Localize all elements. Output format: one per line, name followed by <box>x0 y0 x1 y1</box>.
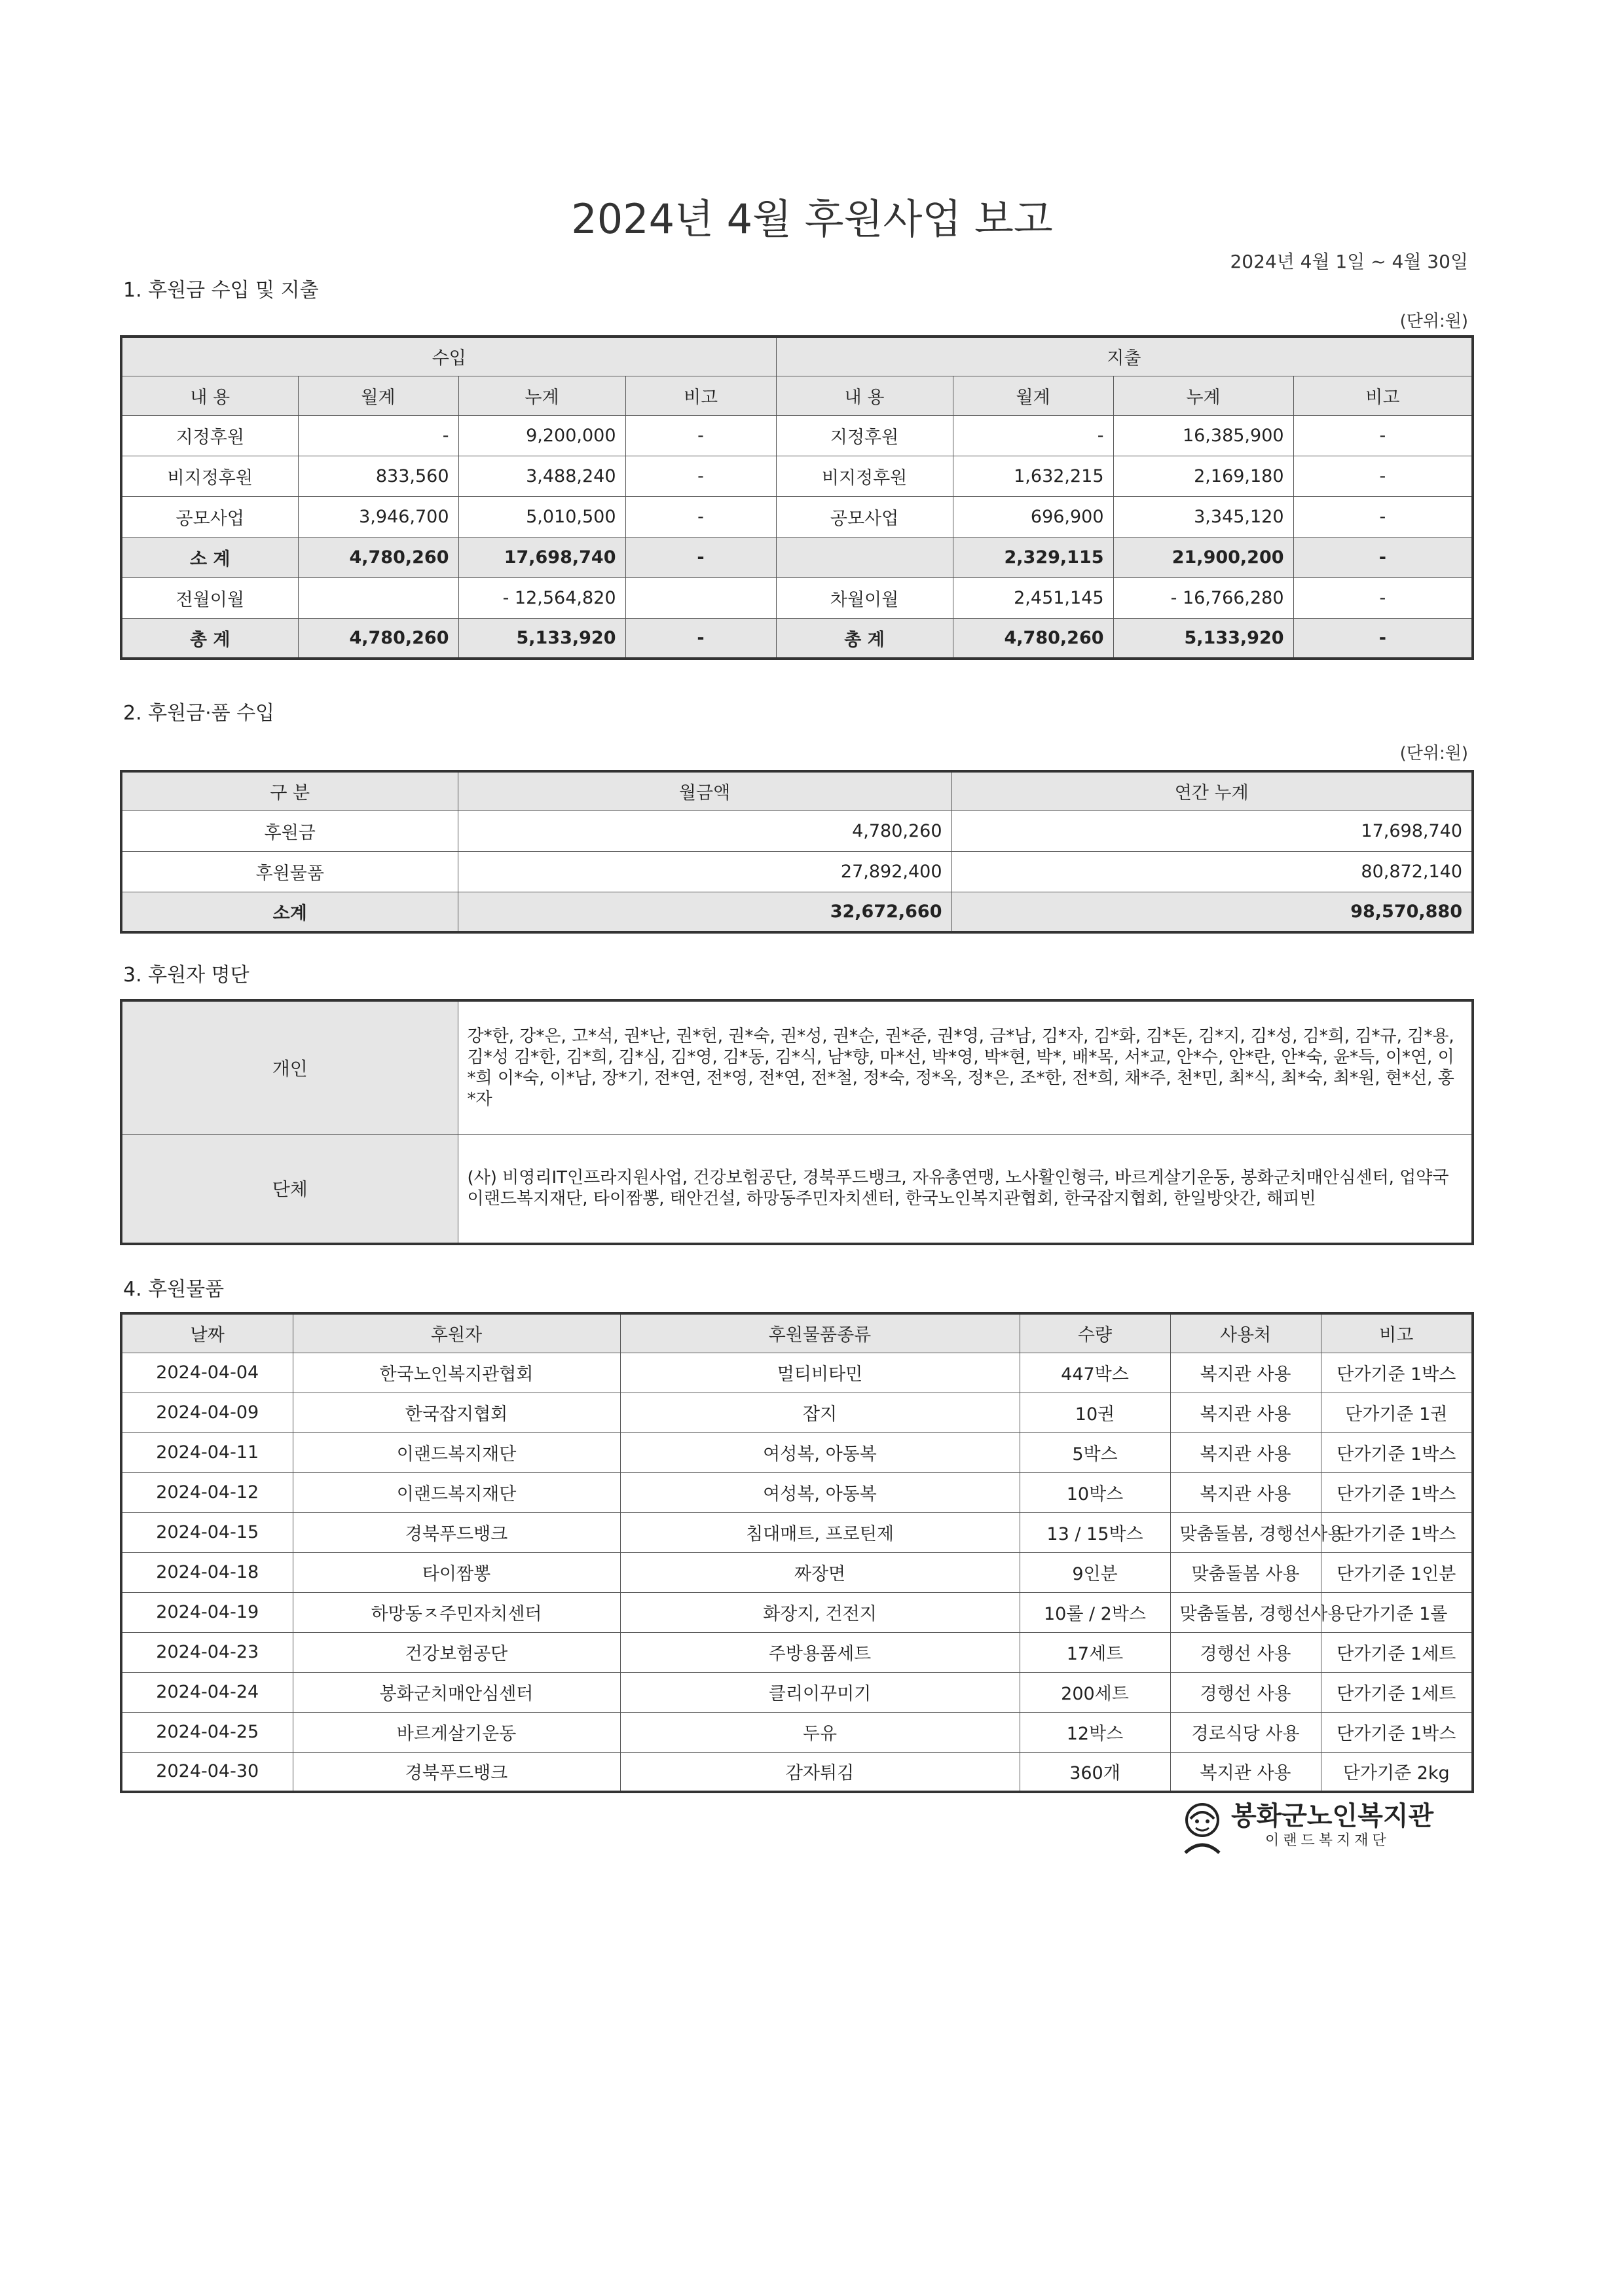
cell: 경북푸드뱅크 <box>293 1512 620 1552</box>
cell: 건강보험공단 <box>293 1632 620 1672</box>
cell: 지정후원 <box>776 415 953 456</box>
cell: 클리이꾸미기 <box>620 1672 1020 1712</box>
subtotal-row <box>121 892 1473 932</box>
cell: 17,698,740 <box>458 537 625 577</box>
cell: 경북푸드뱅크 <box>293 1752 620 1792</box>
cell: 맞춤돌봄, 경행선사용 <box>1170 1592 1321 1632</box>
cell: 2,451,145 <box>953 577 1113 618</box>
cell: 2024-04-30 <box>121 1752 293 1792</box>
cell: 복지관 사용 <box>1170 1432 1321 1472</box>
cell: 전월이월 <box>121 577 298 618</box>
cell: 2,329,115 <box>953 537 1113 577</box>
group-row <box>121 1134 1473 1244</box>
donated-goods-table <box>120 1312 1474 1793</box>
table-row <box>121 1393 1473 1432</box>
table-row <box>121 1472 1473 1512</box>
section2-unit: (단위:원) <box>1399 744 1468 763</box>
cell: 3,946,700 <box>298 496 458 537</box>
cell: 4,780,260 <box>298 618 458 659</box>
cell: 단가기준 1롤 <box>1321 1592 1473 1632</box>
cell: 21,900,200 <box>1113 537 1293 577</box>
cell: 5,010,500 <box>458 496 625 537</box>
cell: 2024-04-24 <box>121 1672 293 1712</box>
col-header: 내 용 <box>776 376 953 415</box>
cell: 총 계 <box>776 618 953 659</box>
section2-heading: 2. 후원금·품 수입 <box>123 702 275 725</box>
cell <box>776 537 953 577</box>
cell: 주방용품세트 <box>620 1632 1020 1672</box>
cell: 멀티비타민 <box>620 1353 1020 1393</box>
section4-heading: 4. 후원물품 <box>123 1278 225 1301</box>
col-header: 누계 <box>458 376 625 415</box>
cell: - <box>1293 456 1473 496</box>
cell: 1,632,215 <box>953 456 1113 496</box>
individual-names: 강*한, 강*은, 고*석, 권*난, 권*헌, 권*숙, 권*성, 권*순, 권*준, 권*영, 금*남, 김*자, 김*화, 김*돈, 김*지, 김*성, 김*희, 김*규, 김*용, 김*성 김*한, 김*희, 김*심, 김*영, 김*동, 김*식, 남*향, 마*선, 박*영, 박*현, 박*, 배*목, 서*교, 안*수, 안*란, 안*숙, 윤*득, 이*연, 이*희 이*숙, 이*남, 장*기, 전*연, 전*영, 전*연, 전*철, 정*숙, 정*옥, 정*은, 조*한, 전*희, 채*주, 천*민, 최*식, 최*숙, 최*원, 현*선, 홍*자 <box>458 1000 1473 1134</box>
cell: 소계 <box>121 892 458 932</box>
table-row <box>121 496 1473 537</box>
cell: - <box>1293 537 1473 577</box>
cell: 단가기준 1박스 <box>1321 1512 1473 1552</box>
cell: - <box>1293 415 1473 456</box>
table-row <box>121 1592 1473 1632</box>
cell: 32,672,660 <box>458 892 951 932</box>
cell: 4,780,260 <box>953 618 1113 659</box>
cell: 맞춤돌봄 사용 <box>1170 1552 1321 1592</box>
cell: 2024-04-25 <box>121 1712 293 1752</box>
col-header: 후원물품종류 <box>620 1313 1020 1353</box>
cell: 10권 <box>1020 1393 1170 1432</box>
cell: 696,900 <box>953 496 1113 537</box>
cell: - <box>625 496 776 537</box>
cell: - <box>1293 577 1473 618</box>
cell: 단가기준 1박스 <box>1321 1432 1473 1472</box>
cell: 경행선 사용 <box>1170 1632 1321 1672</box>
cell: 2024-04-15 <box>121 1512 293 1552</box>
table-row <box>121 1353 1473 1393</box>
report-period: 2024년 4월 1일 ~ 4월 30일 <box>1230 251 1468 272</box>
cell: 지정후원 <box>121 415 298 456</box>
cell: 짜장면 <box>620 1552 1020 1592</box>
cell: 경로식당 사용 <box>1170 1712 1321 1752</box>
cell: 5,133,920 <box>1113 618 1293 659</box>
col-header: 월계 <box>298 376 458 415</box>
cell: 여성복, 아동복 <box>620 1472 1020 1512</box>
org-emblem-icon <box>1179 1800 1226 1857</box>
group-label: 단체 <box>121 1134 458 1244</box>
col-header: 누계 <box>1113 376 1293 415</box>
table-row <box>121 415 1473 456</box>
group-names: (사) 비영리IT인프라지원사업, 건강보험공단, 경북푸드뱅크, 자유총연맹, 노사활인형극, 바르게살기운동, 봉화군치매안심센터, 업약국 이랜드복지재단, 타이짬뽕, 태안건설, 하망동주민자치센터, 한국노인복지관협회, 한국잡지협회, 한일방앗간, 해피빈 <box>458 1134 1473 1244</box>
cell: 경행선 사용 <box>1170 1672 1321 1712</box>
cell <box>298 577 458 618</box>
col-header: 사용처 <box>1170 1313 1321 1353</box>
cell: 복지관 사용 <box>1170 1472 1321 1512</box>
cell: 한국잡지협회 <box>293 1393 620 1432</box>
subtotal-row <box>121 537 1473 577</box>
org-logo <box>1179 1795 1460 1861</box>
cell: 비지정후원 <box>121 456 298 496</box>
col-header: 비고 <box>1321 1313 1473 1353</box>
cell: - 12,564,820 <box>458 577 625 618</box>
cell: 98,570,880 <box>951 892 1473 932</box>
table-row <box>121 1672 1473 1712</box>
cell: - <box>625 618 776 659</box>
col-header: 연간 누계 <box>951 771 1473 811</box>
individual-row <box>121 1000 1473 1134</box>
cell: 10롤 / 2박스 <box>1020 1592 1170 1632</box>
col-header: 구 분 <box>121 771 458 811</box>
cell: 하망동ㅈ주민자치센터 <box>293 1592 620 1632</box>
table-row <box>121 1632 1473 1672</box>
cell: 12박스 <box>1020 1712 1170 1752</box>
cell: 소 계 <box>121 537 298 577</box>
cell: 침대매트, 프로틴제 <box>620 1512 1020 1552</box>
table-row <box>121 456 1473 496</box>
cell: 두유 <box>620 1712 1020 1752</box>
section1-heading: 1. 후원금 수입 및 지출 <box>123 279 319 302</box>
cell: - 16,766,280 <box>1113 577 1293 618</box>
cell: - <box>625 537 776 577</box>
col-header: 수량 <box>1020 1313 1170 1353</box>
cell: 복지관 사용 <box>1170 1752 1321 1792</box>
cell: 단가기준 1권 <box>1321 1393 1473 1432</box>
cell: 타이짬뽕 <box>293 1552 620 1592</box>
cell: 차월이월 <box>776 577 953 618</box>
cell: 화장지, 건전지 <box>620 1592 1020 1632</box>
cell: 총 계 <box>121 618 298 659</box>
donor-list-table <box>120 999 1474 1245</box>
cell: 17세트 <box>1020 1632 1170 1672</box>
cell: 잡지 <box>620 1393 1020 1432</box>
cell: 후원물품 <box>121 851 458 892</box>
section3-heading: 3. 후원자 명단 <box>123 964 249 987</box>
goods-rows <box>121 1353 1473 1792</box>
income-header: 수입 <box>121 337 776 376</box>
individual-label: 개인 <box>121 1000 458 1134</box>
cell: 한국노인복지관협회 <box>293 1353 620 1393</box>
table-row <box>121 851 1473 892</box>
cell: 봉화군치매안심센터 <box>293 1672 620 1712</box>
cell: 27,892,400 <box>458 851 951 892</box>
table-row <box>121 1552 1473 1592</box>
col-header: 비고 <box>625 376 776 415</box>
cell: - <box>953 415 1113 456</box>
cell: 맞춤돌봄, 경행선사용 <box>1170 1512 1321 1552</box>
col-header: 비고 <box>1293 376 1473 415</box>
col-header: 월계 <box>953 376 1113 415</box>
total-row <box>121 618 1473 659</box>
cell: 단가기준 1박스 <box>1321 1712 1473 1752</box>
cell: 이랜드복지재단 <box>293 1472 620 1512</box>
cell: 2024-04-04 <box>121 1353 293 1393</box>
cell: 단가기준 1세트 <box>1321 1632 1473 1672</box>
cell: 4,780,260 <box>458 811 951 851</box>
cell: 바르게살기운동 <box>293 1712 620 1752</box>
cell: 3,488,240 <box>458 456 625 496</box>
cell: 단가기준 1세트 <box>1321 1672 1473 1712</box>
table-row <box>121 811 1473 851</box>
cell: 3,345,120 <box>1113 496 1293 537</box>
col-header: 월금액 <box>458 771 951 811</box>
table-row <box>121 1752 1473 1792</box>
cell: 공모사업 <box>121 496 298 537</box>
cell: 4,780,260 <box>298 537 458 577</box>
donation-income-table <box>120 770 1474 934</box>
col-header: 내 용 <box>121 376 298 415</box>
org-sub-name: 이랜드복지재단 <box>1265 1832 1390 1849</box>
cell: 비지정후원 <box>776 456 953 496</box>
cell: 9인분 <box>1020 1552 1170 1592</box>
cell: 360개 <box>1020 1752 1170 1792</box>
cell: 2024-04-19 <box>121 1592 293 1632</box>
cell: 10박스 <box>1020 1472 1170 1512</box>
cell: 17,698,740 <box>951 811 1473 851</box>
cell: 13 / 15박스 <box>1020 1512 1170 1552</box>
table-row <box>121 577 1473 618</box>
cell: 감자튀김 <box>620 1752 1020 1792</box>
org-name: 봉화군노인복지관 <box>1231 1801 1434 1831</box>
cell: 833,560 <box>298 456 458 496</box>
table-row <box>121 1712 1473 1752</box>
table-row <box>121 1512 1473 1552</box>
cell: 2,169,180 <box>1113 456 1293 496</box>
cell: 5,133,920 <box>458 618 625 659</box>
cell: 공모사업 <box>776 496 953 537</box>
cell: 2024-04-18 <box>121 1552 293 1592</box>
cell: 2024-04-09 <box>121 1393 293 1432</box>
col-header: 날짜 <box>121 1313 293 1353</box>
cell: 9,200,000 <box>458 415 625 456</box>
cell: 복지관 사용 <box>1170 1393 1321 1432</box>
cell: 후원금 <box>121 811 458 851</box>
cell: 이랜드복지재단 <box>293 1432 620 1472</box>
page-title: 2024년 4월 후원사업 보고 <box>571 195 1053 243</box>
cell: 2024-04-11 <box>121 1432 293 1472</box>
cell: - <box>1293 496 1473 537</box>
section1-unit: (단위:원) <box>1399 312 1468 331</box>
cell: 200세트 <box>1020 1672 1170 1712</box>
cell <box>625 577 776 618</box>
cell: 여성복, 아동복 <box>620 1432 1020 1472</box>
cell: - <box>625 415 776 456</box>
cell: 16,385,900 <box>1113 415 1293 456</box>
cell: 단가기준 2kg <box>1321 1752 1473 1792</box>
cell: 80,872,140 <box>951 851 1473 892</box>
cell: 단가기준 1박스 <box>1321 1353 1473 1393</box>
cell: 단가기준 1인분 <box>1321 1552 1473 1592</box>
cell: 2024-04-23 <box>121 1632 293 1672</box>
income-expense-table <box>120 335 1474 660</box>
col-header: 후원자 <box>293 1313 620 1353</box>
table-row <box>121 1432 1473 1472</box>
cell: 5박스 <box>1020 1432 1170 1472</box>
cell: 복지관 사용 <box>1170 1353 1321 1393</box>
expense-header: 지출 <box>776 337 1473 376</box>
cell: - <box>298 415 458 456</box>
cell: - <box>625 456 776 496</box>
cell: - <box>1293 618 1473 659</box>
cell: 2024-04-12 <box>121 1472 293 1512</box>
cell: 단가기준 1박스 <box>1321 1472 1473 1512</box>
cell: 447박스 <box>1020 1353 1170 1393</box>
